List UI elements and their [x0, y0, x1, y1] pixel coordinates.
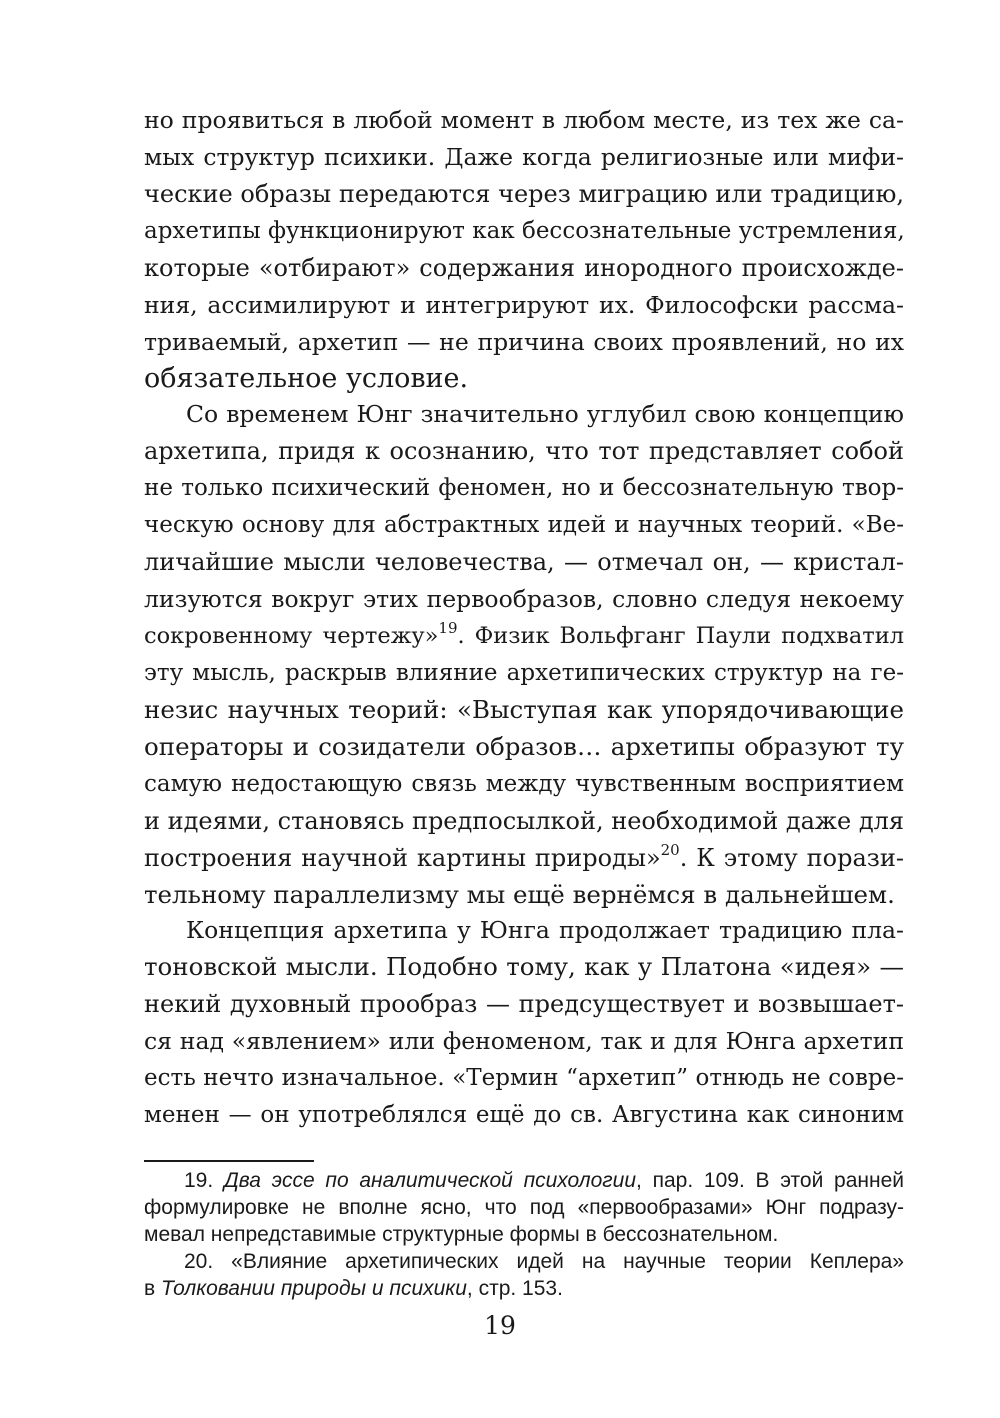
- body-text-line: операторы и созидатели образов… архетипы образуют ту: [144, 732, 904, 761]
- footnote-ref-20[interactable]: 20: [660, 841, 680, 859]
- body-text-line: которые «отбирают» содержания инородного происхожде-: [144, 254, 904, 282]
- body-text-line: мых структур психики. Даже когда религиозные или мифи-: [144, 143, 904, 171]
- body-text-line: некий духовный прообраз — предсуществует и возвышает-: [144, 990, 904, 1018]
- body-text-line: ся над «явлением» или феноменом, так и для Юнга архетип: [144, 1027, 904, 1055]
- footnote-ref-19[interactable]: 19: [438, 618, 458, 637]
- body-text-line: незис научных теорий: «Выступая как упорядочивающие: [144, 695, 904, 724]
- body-text-line: личайшие мысли человечества, — отмечал он, — кристал-: [144, 548, 904, 576]
- footnote-text: , стр. 153.: [466, 1277, 563, 1300]
- body-text-line: ческую основу для абстрактных идей и научных теорий. «Ве-: [144, 512, 904, 538]
- body-text-line: тельному параллелизму мы ещё вернёмся в дальнейшем.: [144, 880, 895, 909]
- footnote-number: 19.: [184, 1169, 214, 1192]
- footnote-separator: [144, 1160, 314, 1162]
- body-text-line: триваемый, архетип — не причина своих проявлений, но их: [144, 328, 904, 356]
- body-text-line: есть нечто изначальное. «Термин “архетип” отнюдь не совре-: [144, 1065, 904, 1091]
- footnote-text-line: формулировке не вполне ясно, что под «первообразами» Юнг подразу-: [144, 1196, 904, 1219]
- body-text-line: Со временем Юнг значительно углубил свою концепцию: [186, 400, 904, 428]
- footnote-20: [184, 1248, 904, 1276]
- footnote-text: , пар. 109. В этой ранней: [636, 1169, 904, 1192]
- body-text-line: тоновской мысли. Подобно тому, как у Платона «идея» —: [144, 952, 904, 981]
- body-text-line: ния, ассимилируют и интегрируют их. Философски рассма-: [144, 291, 904, 319]
- body-text-segment: . Физик Вольфганг Паули подхватил: [457, 623, 904, 649]
- body-text-line: лизуются вокруг этих первообразов, словно следуя некоему: [144, 585, 904, 613]
- footnote-title: Толковании природы и психики: [161, 1277, 467, 1300]
- footnote-title: Два эссе по аналитической психологии: [223, 1169, 637, 1192]
- footnote-19: [184, 1167, 904, 1195]
- body-text-line: обязательное условие.: [144, 363, 469, 394]
- body-text-line: но проявиться в любой момент в любом месте, из тех же са-: [144, 106, 904, 134]
- body-text-line: архетипа, придя к осознанию, что тот представляет собой: [144, 437, 904, 465]
- page-number: 19: [484, 1311, 516, 1340]
- footnote-number: 20.: [184, 1250, 214, 1273]
- body-text-line: самую недостающую связь между чувственным восприятием: [144, 771, 904, 797]
- body-text-segment: построения научной картины природы»: [144, 844, 661, 872]
- body-text-segment: сокровенному чертежу»: [144, 623, 439, 649]
- body-text-line: ческие образы передаются через миграцию или традицию,: [144, 180, 904, 208]
- footnote-text-line: мевал непредставимые структурные формы в бессознательном.: [144, 1223, 779, 1246]
- body-text-line: эту мысль, раскрыв влияние архетипических структур на ге-: [144, 660, 904, 686]
- body-text-line: менен — он употреблялся ещё до св. Августина как синоним: [144, 1102, 904, 1128]
- body-text-line: архетипы функционируют как бессознательные устремления,: [144, 218, 905, 244]
- body-text-line: не только психический феномен, но и бессознательную твор-: [144, 475, 904, 501]
- body-text-line: Концепция архетипа у Юнга продолжает традицию пла-: [186, 916, 904, 944]
- footnote-text: «Влияние архетипических идей на научные теории Кеплера»: [231, 1250, 904, 1273]
- footnote-text-line: [144, 1275, 904, 1303]
- body-text-line: и идеями, становясь предпосылкой, необходимой даже для: [144, 807, 904, 835]
- body-text-segment: . К этому порази-: [679, 844, 904, 872]
- footnote-text: в: [144, 1277, 161, 1300]
